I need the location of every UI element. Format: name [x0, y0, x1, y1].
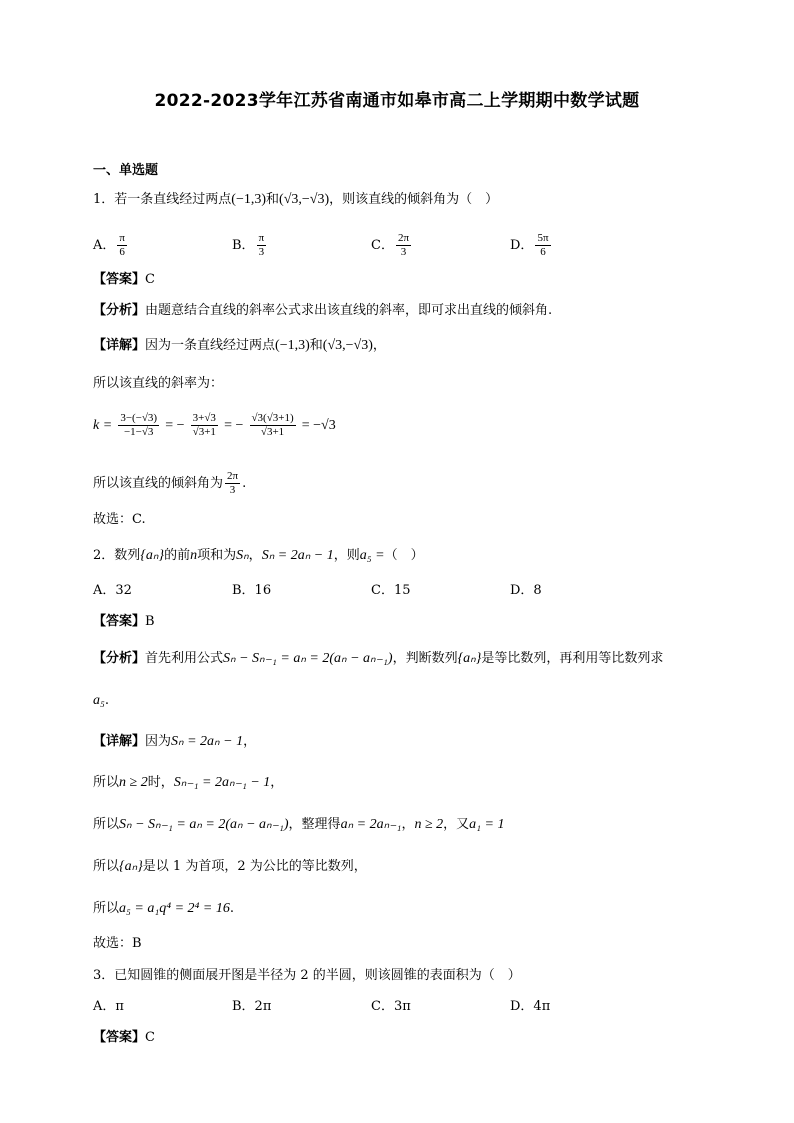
- q1-choose: 故选：C.: [93, 512, 146, 527]
- q3-option-d: D．4π: [510, 999, 551, 1014]
- q1-option-c: C． $\frac{2\pi}{3}$: [371, 232, 410, 258]
- q1-analysis: 【分析】由题意结合直线的斜率公式求出该直线的斜率，即可求出直线的倾斜角.: [93, 303, 553, 318]
- q2-stem: 2．数列{aₙ}的前n项和为Sₙ，Sₙ = 2aₙ − 1，则a₅ =（ ）: [93, 548, 424, 563]
- q2-detail-line4: 所以{aₙ}是以 1 为首项，2 为公比的等比数列，: [93, 859, 367, 874]
- q1-detail: 【详解】因为一条直线经过两点(−1,3)和(√3,−√3)，: [93, 338, 386, 353]
- q1-slope-intro: 所以该直线的斜率为：: [93, 376, 224, 391]
- q1-angle: 所以该直线的倾斜角为 $\frac{2\pi}{3}$ .: [93, 470, 247, 496]
- q2-detail-line2: 所以n ≥ 2时，Sₙ₋₁ = 2aₙ₋₁ − 1，: [93, 775, 284, 790]
- document-title: 2022-2023学年江苏省南通市如皋市高二上学期期中数学试题: [154, 91, 640, 111]
- q2-option-b: B．16: [232, 583, 272, 598]
- q2-detail-line3: 所以Sₙ − Sₙ₋₁ = aₙ = 2(aₙ − aₙ₋₁)，整理得aₙ = 2aₙ₋₁，n ≥ 2，又a₁ = 1: [93, 817, 505, 832]
- q1-option-a: A． $\frac{\pi}{6}$: [93, 232, 125, 258]
- q2-analysis: 【分析】首先利用公式Sₙ − Sₙ₋₁ = aₙ = 2(aₙ − aₙ₋₁)，判断数列{aₙ}是等比数列，再利用等比数列求: [93, 651, 664, 666]
- section-heading: 一、单选题: [93, 163, 159, 178]
- q3-option-a: A．π: [93, 999, 124, 1014]
- q3-option-b: B．2π: [232, 999, 272, 1014]
- q2-detail-line5: 所以a₅ = a₁q⁴ = 2⁴ = 16.: [93, 901, 234, 916]
- q1-stem: 1．若一条直线经过两点(−1,3)和(√3,−√3)，则该直线的倾斜角为（ ）: [93, 192, 499, 207]
- q3-stem: 3．已知圆锥的侧面展开图是半径为 2 的半圆，则该圆锥的表面积为（ ）: [93, 968, 521, 983]
- q2-option-c: C．15: [371, 583, 411, 598]
- q1-slope-formula: k = $\frac{3-(-√3)}{-1-√3}$ = − $\frac{3+√3}{√3+1}$ = − $\frac{√3(√3+1)}{√3+1}$ = −√3: [93, 412, 336, 438]
- q1-answer: 【答案】C: [93, 272, 155, 287]
- q2-analysis-cont: a₅.: [93, 693, 110, 708]
- q3-answer: 【答案】C: [93, 1030, 155, 1045]
- q2-detail: 【详解】因为Sₙ = 2aₙ − 1，: [93, 734, 257, 749]
- q2-choose: 故选：B: [93, 936, 142, 951]
- q3-option-c: C．3π: [371, 999, 411, 1014]
- q2-answer: 【答案】B: [93, 614, 155, 629]
- q1-option-b: B． $\frac{\pi}{3}$: [232, 232, 265, 258]
- q2-option-a: A．32: [93, 583, 132, 598]
- q1-option-d: D． $\frac{5\pi}{6}$: [510, 232, 549, 258]
- q2-option-d: D．8: [510, 583, 542, 598]
